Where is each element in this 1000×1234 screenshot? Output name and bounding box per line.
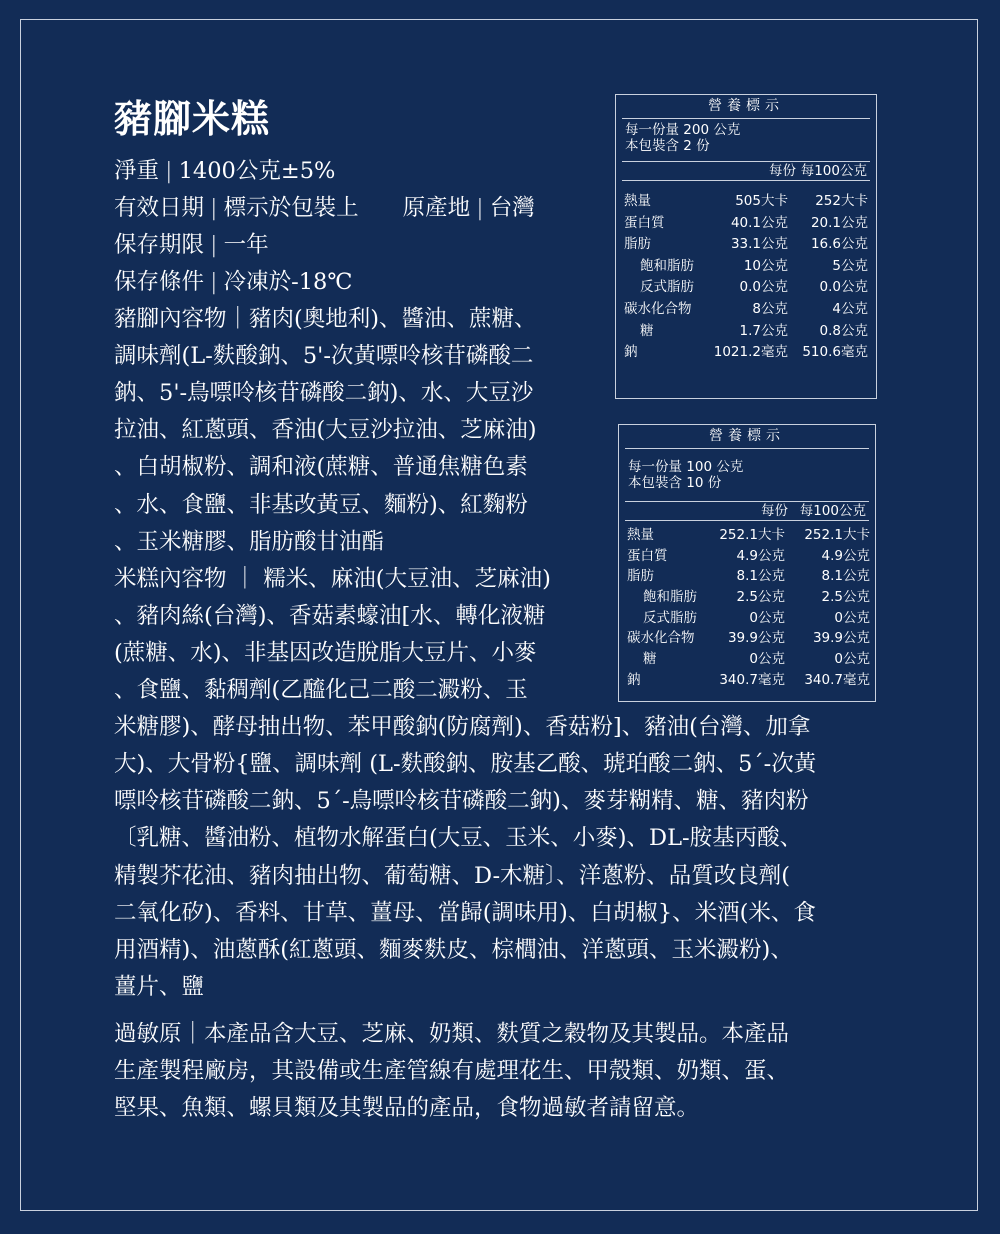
per-100g-value: 20.1公克 xyxy=(810,214,868,231)
nutrition-row xyxy=(616,234,876,256)
per-serving-value: 39.9公克 xyxy=(727,630,785,647)
per-100g-value: 252大卡 xyxy=(815,193,868,209)
per-serving-value: 0公克 xyxy=(749,651,785,668)
per-100g-value: 340.7毫克 xyxy=(804,671,870,688)
shelf-life-label: 保存期限 xyxy=(114,232,205,258)
nutrition-rows xyxy=(619,521,875,691)
per-serving-value: 2.5公克 xyxy=(736,589,785,606)
ingredient-line: 大)、大骨粉{鹽、調味劑 (L-麩酸鈉、胺基乙酸、琥珀酸二鈉、5´-次黃 xyxy=(114,751,817,778)
nutrition-row xyxy=(616,277,876,299)
per-100g-value: 4.9公克 xyxy=(821,547,870,564)
allergen-line: 堅果、魚類、螺貝類及其製品的產品，食物過敏者請留意。 xyxy=(114,1095,700,1122)
nutrition-title: 營養標示 xyxy=(622,95,870,119)
nutrition-row xyxy=(619,608,875,629)
ingredient-line: 、豬肉絲(台灣)、香菇素蠔油[水、轉化液糖 xyxy=(114,602,546,629)
separator: | xyxy=(210,232,218,258)
per-100g-value: 0公克 xyxy=(834,651,870,668)
nutrient-name: 熱量 xyxy=(624,193,651,209)
per-serving-value: 0.0公克 xyxy=(739,279,788,296)
per-serving-value: 8公克 xyxy=(752,300,788,317)
per-serving-value: 8.1公克 xyxy=(736,568,785,585)
nutrition-row xyxy=(616,256,876,278)
nutrition-title: 營養標示 xyxy=(625,425,869,449)
nutrition-row xyxy=(619,566,875,587)
expiry-label: 有效日期 xyxy=(114,195,205,221)
nutrient-name: 鈉 xyxy=(627,671,641,688)
per-100g-value: 0.8公克 xyxy=(819,322,868,339)
per-serving-value: 252.1大卡 xyxy=(719,527,785,543)
net-weight-line xyxy=(114,154,335,189)
storage-value: 冷凍於-18℃ xyxy=(223,269,353,295)
per-serving-value: 505大卡 xyxy=(735,193,788,209)
origin-label: 原產地 xyxy=(402,195,471,221)
nutrition-row xyxy=(616,321,876,343)
nutrient-name: 飽和脂肪 xyxy=(640,257,694,274)
nutrition-panel-rice-cake xyxy=(618,424,876,702)
storage-label: 保存條件 xyxy=(114,269,205,295)
ingredient-line: 精製芥花油、豬肉抽出物、葡萄糖、D-木糖〕、洋蔥粉、品質改良劑( xyxy=(114,862,791,889)
nutrition-panel-pork-knuckle xyxy=(615,94,877,399)
expiry-line xyxy=(114,191,535,226)
nutrition-row xyxy=(619,628,875,649)
per-serving-value: 1021.2毫克 xyxy=(713,344,788,361)
per-serving-header: 每份 xyxy=(761,503,788,519)
separator: | xyxy=(210,195,218,221)
separator: | xyxy=(476,195,484,221)
per-serving-value: 0公克 xyxy=(749,609,785,626)
ingredient-line: 米糕內容物 ｜ 糯米、麻油(大豆油、芝麻油) xyxy=(114,565,551,592)
separator: | xyxy=(210,269,218,295)
per-serving-value: 4.9公克 xyxy=(736,547,785,564)
ingredient-line: 、白胡椒粉、調和液(蔗糖、普通焦糖色素 xyxy=(114,454,528,481)
nutrition-column-header xyxy=(622,161,870,181)
per-100g-value: 2.5公克 xyxy=(821,589,870,606)
allergen-line: 過敏原｜本產品含大豆、芝麻、奶類、麩質之穀物及其製品。本產品 xyxy=(114,1021,790,1047)
ingredient-line: 鈉、5'-鳥嘌呤核苷磷酸二鈉)、水、大豆沙 xyxy=(114,380,534,407)
servings-per-package: 本包裝含 2 份 xyxy=(625,138,710,154)
nutrition-row xyxy=(619,587,875,608)
ingredient-line: 薑片、鹽 xyxy=(114,973,205,1000)
per-100g-value: 8.1公克 xyxy=(821,568,870,585)
serving-size: 每一份量 100 公克 xyxy=(628,459,744,475)
per-100g-value: 0公克 xyxy=(834,609,870,626)
per-100g-value: 39.9公克 xyxy=(812,630,870,647)
per-100g-value: 0.0公克 xyxy=(819,279,868,296)
ingredient-line: 嘌呤核苷磷酸二鈉、5´-鳥嘌呤核苷磷酸二鈉)、麥芽糊精、糖、豬肉粉 xyxy=(114,788,809,815)
ingredient-line: 〔乳糖、醬油粉、植物水解蛋白(大豆、玉米、小麥)、DL-胺基丙酸、 xyxy=(114,825,803,852)
ingredient-line: 調味劑(L-麩酸鈉、5'-次黃嘌呤核苷磷酸二 xyxy=(114,343,534,370)
ingredient-line: 、玉米糖膠、脂肪酸甘油酯 xyxy=(114,528,385,555)
nutrition-row xyxy=(616,342,876,364)
separator: | xyxy=(165,158,173,184)
nutrition-row xyxy=(619,670,875,691)
nutrient-name: 蛋白質 xyxy=(624,214,665,231)
net-weight-label: 淨重 xyxy=(114,158,160,184)
nutrient-name: 糖 xyxy=(640,322,654,339)
per-serving-value: 40.1公克 xyxy=(730,214,788,231)
nutrient-name: 熱量 xyxy=(627,527,654,543)
nutrient-name: 糖 xyxy=(643,651,657,668)
per-100g-header: 每100公克 xyxy=(800,163,867,179)
nutrition-row xyxy=(616,191,876,213)
per-serving-value: 33.1公克 xyxy=(730,236,788,253)
storage-line xyxy=(114,265,353,300)
nutrition-column-header xyxy=(625,501,869,521)
per-100g-value: 510.6毫克 xyxy=(802,344,868,361)
product-title: 豬腳米糕 xyxy=(114,97,271,141)
nutrition-row xyxy=(616,213,876,235)
per-100g-value: 4公克 xyxy=(832,300,868,317)
nutrient-name: 反式脂肪 xyxy=(640,279,694,296)
nutrient-name: 鈉 xyxy=(624,344,638,361)
ingredient-line: 用酒精)、油蔥酥(紅蔥頭、麵麥麩皮、棕櫚油、洋蔥頭、玉米澱粉)、 xyxy=(114,936,793,963)
ingredient-line: 拉油、紅蔥頭、香油(大豆沙拉油、芝麻油) xyxy=(114,417,537,444)
per-serving-header: 每份 xyxy=(769,163,796,179)
per-100g-header: 每100公克 xyxy=(799,503,866,519)
allergen-line: 生產製程廠房，其設備或生產管線有處理花生、甲殼類、奶類、蛋、 xyxy=(114,1058,790,1085)
nutrient-name: 飽和脂肪 xyxy=(643,589,697,606)
ingredient-line: (蔗糖、水)、非基因改造脫脂大豆片、小麥 xyxy=(114,639,537,666)
shelf-life-value: 一年 xyxy=(223,232,269,258)
nutrition-rows xyxy=(616,181,876,364)
ingredient-line: 二氧化矽)、香料、甘草、薑母、當歸(調味用)、白胡椒}、米酒(米、食 xyxy=(114,899,816,926)
per-serving-value: 1.7公克 xyxy=(739,322,788,339)
per-serving-value: 10公克 xyxy=(743,257,788,274)
servings-per-package: 本包裝含 10 份 xyxy=(628,475,722,491)
ingredient-line: 、食鹽、黏稠劑(乙醯化己二酸二澱粉、玉 xyxy=(114,677,528,703)
nutrient-name: 脂肪 xyxy=(624,236,651,253)
expiry-value: 標示於包裝上 xyxy=(223,195,359,221)
nutrition-row xyxy=(619,546,875,567)
per-100g-value: 5公克 xyxy=(832,257,868,274)
per-100g-value: 16.6公克 xyxy=(810,236,868,253)
nutrient-name: 反式脂肪 xyxy=(643,609,697,626)
nutrition-row xyxy=(619,525,875,546)
shelf-life-line xyxy=(114,228,269,263)
per-100g-value: 252.1大卡 xyxy=(804,527,870,543)
nutrient-name: 碳水化合物 xyxy=(627,630,695,647)
nutrient-name: 蛋白質 xyxy=(627,547,668,564)
origin-value: 台灣 xyxy=(489,195,535,221)
nutrition-row xyxy=(619,649,875,670)
ingredient-line: 豬腳內容物｜豬肉(奧地利)、醬油、蔗糖、 xyxy=(114,306,537,332)
ingredient-line: 米糖膠)、酵母抽出物、苯甲酸鈉(防腐劑)、香菇粉]、豬油(台灣、加拿 xyxy=(114,714,811,741)
serving-size: 每一份量 200 公克 xyxy=(625,122,741,138)
net-weight-value: 1400公克±5% xyxy=(178,158,336,184)
ingredient-line: 、水、食鹽、非基改黃豆、麵粉)、紅麴粉 xyxy=(114,491,528,518)
nutrient-name: 碳水化合物 xyxy=(624,300,692,317)
nutrition-row xyxy=(616,299,876,321)
nutrient-name: 脂肪 xyxy=(627,568,654,585)
per-serving-value: 340.7毫克 xyxy=(719,671,785,688)
